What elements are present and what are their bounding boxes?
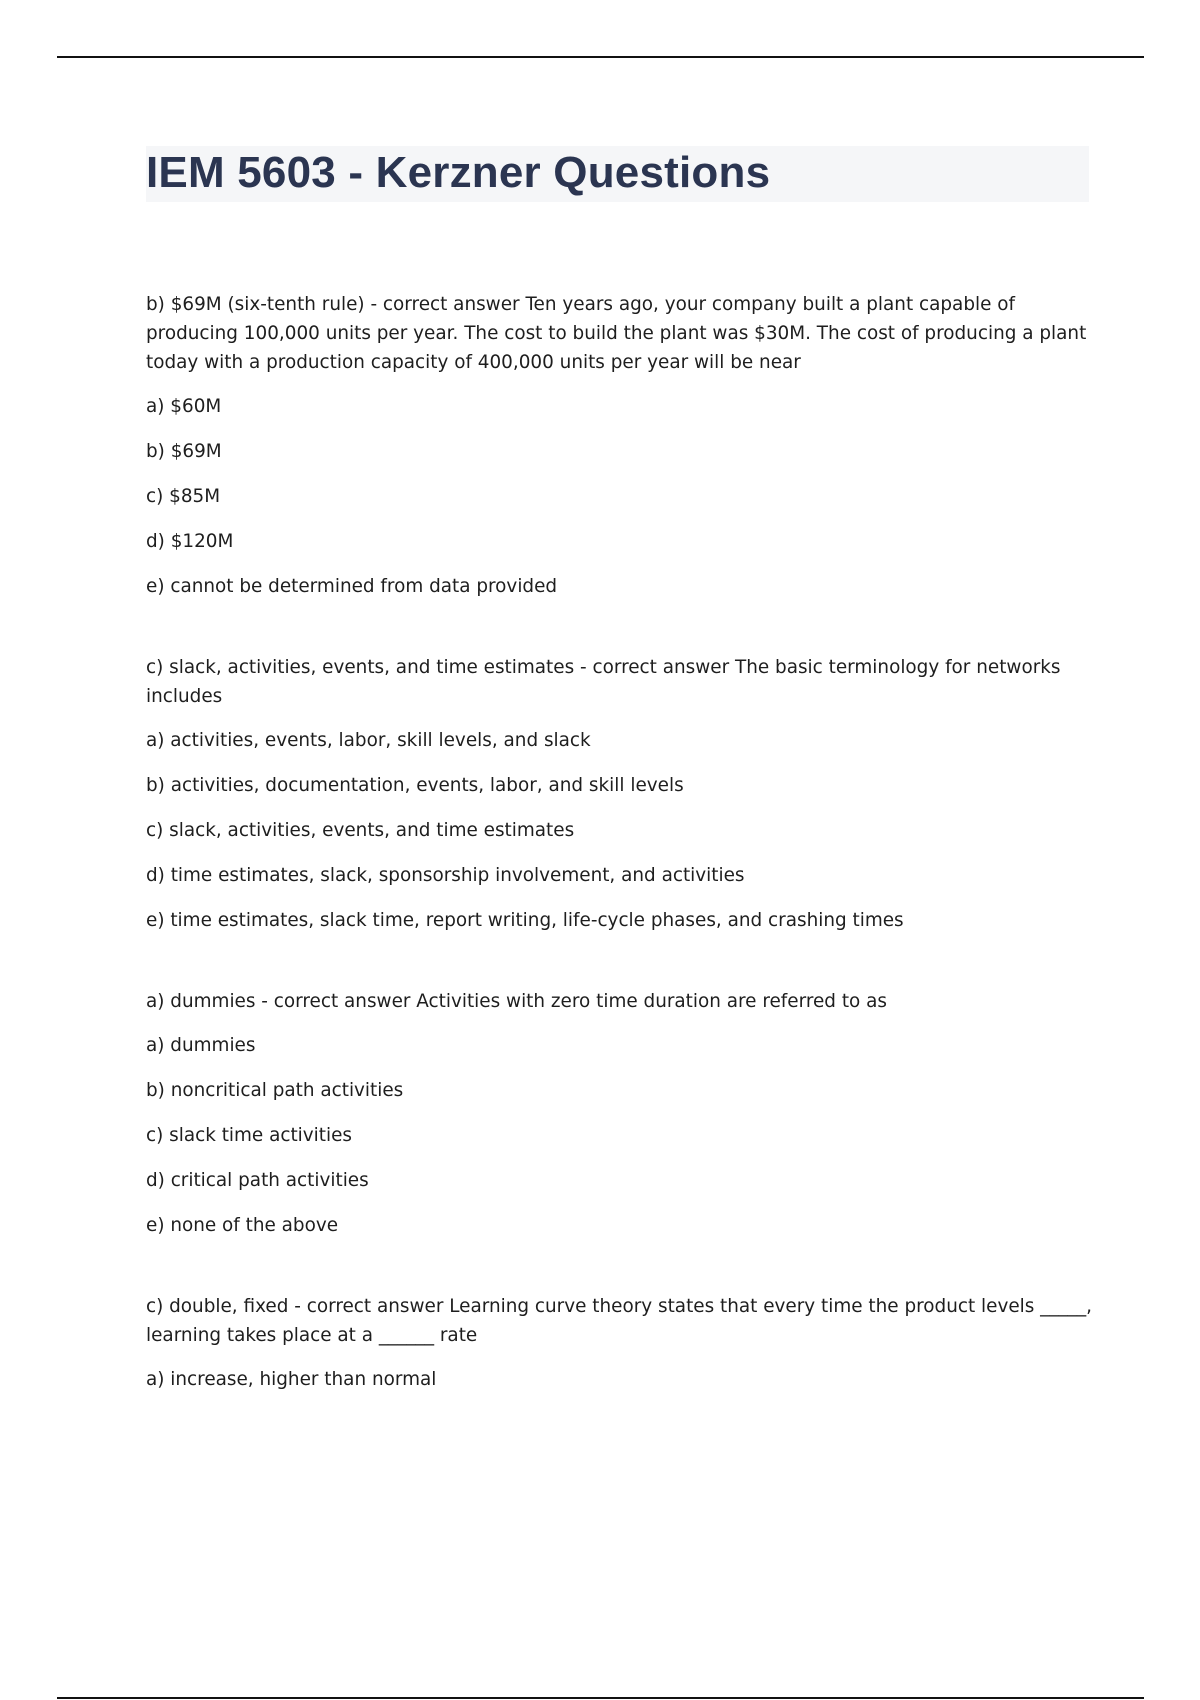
question-3-text: a) dummies - correct answer Activities with zero time duration are referred to as (146, 991, 887, 1012)
question-4-text: c) double, fixed - correct answer Learning curve theory states that every time the product levels _____, learning takes place at a ______ rate (146, 1296, 1093, 1346)
question-4-option-a: a) increase, higher than normal (146, 1369, 437, 1390)
question-block-4 (146, 1292, 1094, 1394)
question-2-option-e: e) time estimates, slack time, report writing, life-cycle phases, and crashing times (146, 910, 904, 931)
question-3-option-d: d) critical path activities (146, 1170, 369, 1191)
document-title: IEM 5603 - Kerzner Questions (146, 148, 771, 197)
top-rule (57, 56, 1144, 58)
question-block-3 (146, 987, 1094, 1240)
question-2-option-c: c) slack, activities, events, and time estimates (146, 820, 575, 841)
question-3-option-a: a) dummies (146, 1035, 256, 1056)
question-2-option-d: d) time estimates, slack, sponsorship involvement, and activities (146, 865, 745, 886)
question-3-option-b: b) noncritical path activities (146, 1080, 404, 1101)
question-1-option-e: e) cannot be determined from data provided (146, 576, 558, 597)
question-block-1 (146, 290, 1094, 601)
question-1-text: b) $69M (six-tenth rule) - correct answer Ten years ago, your company built a plant capable of producing 100,000 units per year. The cost to build the plant was $30M. The cost of producing a plant today with a production capacity of 400,000 units per year will be near (146, 294, 1087, 373)
question-1-option-b: b) $69M (146, 441, 222, 462)
document-body (146, 290, 1094, 1446)
question-2-option-b: b) activities, documentation, events, labor, and skill levels (146, 775, 684, 796)
question-3-option-c: c) slack time activities (146, 1125, 353, 1146)
bottom-rule (57, 1697, 1144, 1699)
question-block-2 (146, 653, 1094, 935)
question-1-option-a: a) $60M (146, 396, 222, 417)
question-3-option-e: e) none of the above (146, 1215, 339, 1236)
question-1-option-d: d) $120M (146, 531, 234, 552)
question-1-option-c: c) $85M (146, 486, 221, 507)
question-2-option-a: a) activities, events, labor, skill levels, and slack (146, 730, 591, 751)
question-2-text: c) slack, activities, events, and time estimates - correct answer The basic terminology for networks includes (146, 657, 1061, 707)
